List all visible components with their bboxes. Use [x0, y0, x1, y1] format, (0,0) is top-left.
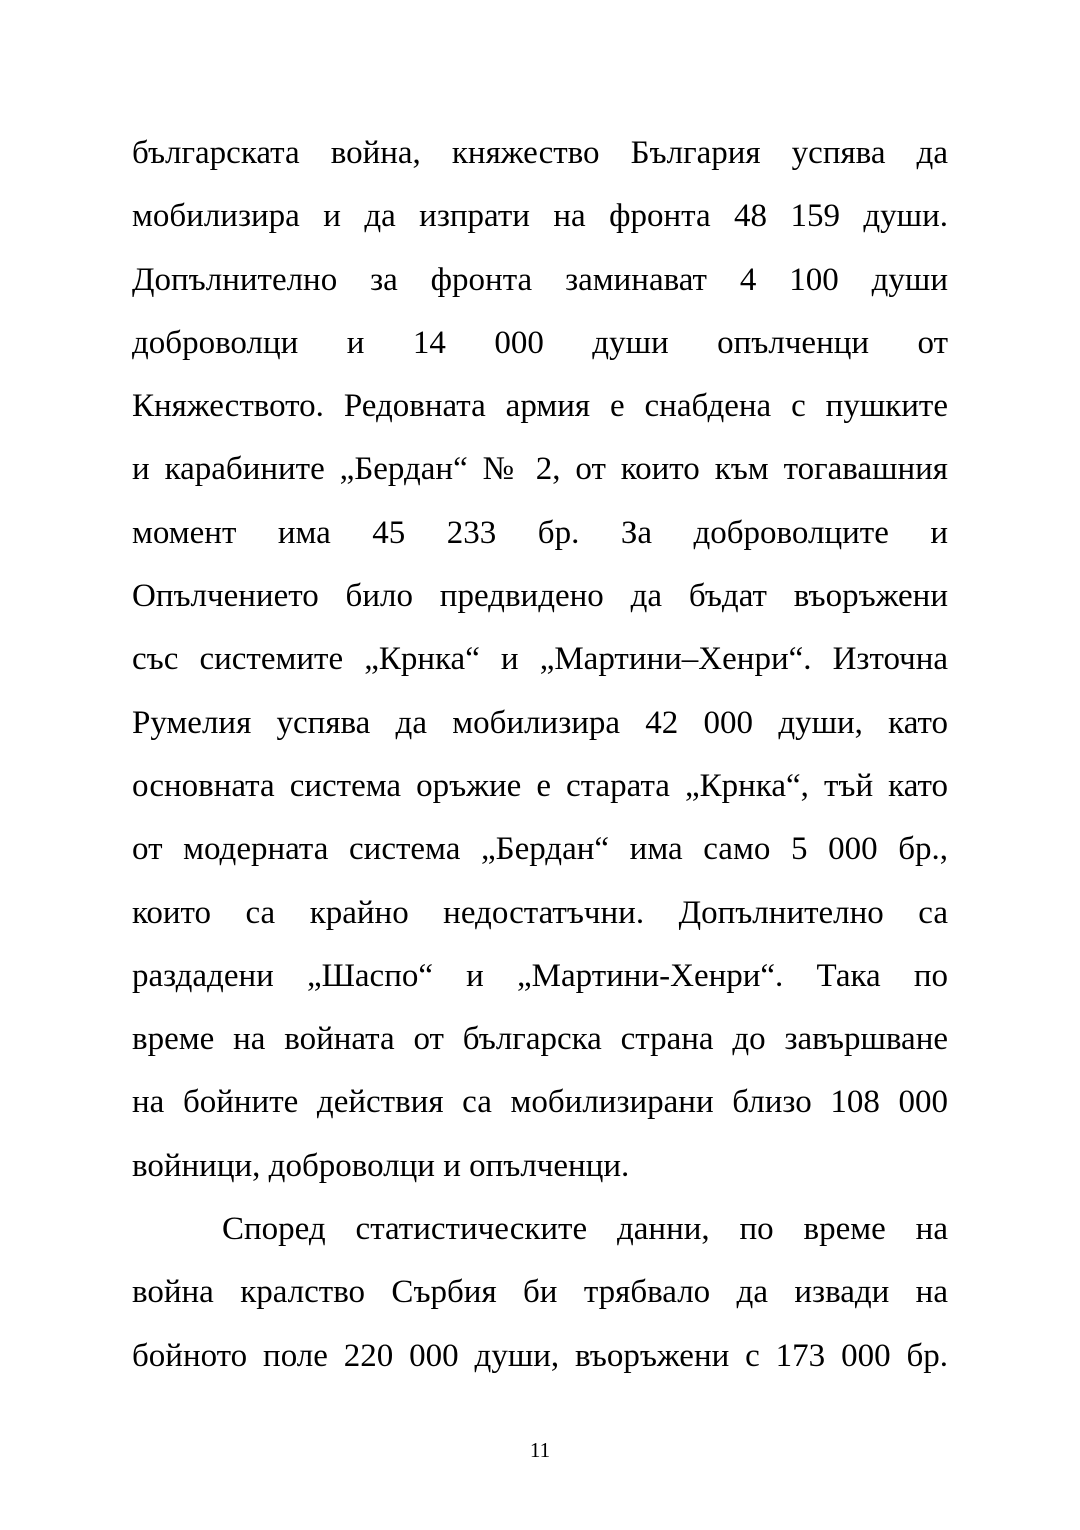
text-line: мобилизира и да изпрати на фронта 48 159 души. [132, 198, 948, 235]
text-line: основната система оръжие е старата „Крнка“, тъй като [132, 767, 948, 804]
body-text [132, 122, 948, 1388]
text-line: Опълчението било предвидено да бъдат въоръжени [132, 578, 948, 615]
paragraph-1 [132, 122, 948, 1198]
paragraph-2 [132, 1198, 948, 1388]
text-line: раздадени „Шаспо“ и „Мартини-Хенри“. Така по [132, 957, 948, 994]
text-line: от модерната система „Бердан“ има само 5 000 бр., [132, 831, 948, 868]
text-line: и карабините „Бердан“ № 2, от които към тогавашния [132, 451, 948, 488]
text-line: доброволци и 14 000 души опълченци от [132, 324, 948, 361]
text-line: Румелия успява да мобилизира 42 000 души, като [132, 704, 948, 741]
text-line: войници, доброволци и опълченци. [132, 1147, 630, 1184]
text-line: момент има 45 233 бр. За доброволците и [132, 514, 948, 551]
text-line: време на войната от българска страна до завършване [132, 1021, 948, 1058]
text-line: които са крайно недостатъчни. Допълнително са [132, 894, 948, 931]
text-line: бойното поле 220 000 души, въоръжени с 173 000 бр. [132, 1337, 948, 1374]
text-line: Допълнително за фронта заминават 4 100 души [132, 261, 948, 298]
page-number: 11 [529, 1438, 551, 1462]
text-line: на бойните действия са мобилизирани близо 108 000 [132, 1084, 948, 1121]
text-line: българската война, княжество България успява да [132, 135, 948, 171]
text-line: със системите „Крнка“ и „Мартини–Хенри“. Източна [132, 641, 948, 678]
text-line: война кралство Сърбия би трябвало да извади на [132, 1274, 948, 1311]
text-line: Според статистическите данни, по време на [222, 1211, 948, 1248]
text-line: Княжеството. Редовната армия е снабдена с пушките [132, 388, 948, 425]
